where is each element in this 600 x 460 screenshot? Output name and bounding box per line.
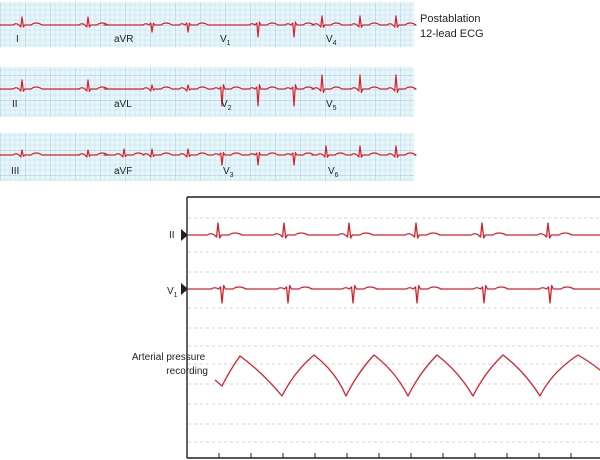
lead-label-avr: aVR [114, 34, 134, 45]
ecg-grid-row-2 [0, 67, 414, 117]
lead-label-ii: II [12, 99, 18, 110]
monitor-recording [132, 197, 600, 458]
ecg-strip-row-2 [0, 67, 416, 117]
lead-label-avl: aVL [114, 99, 132, 110]
time-ticks [219, 453, 571, 458]
lead-label-v2: $V_2$ [221, 99, 232, 112]
lead-label-iii: III [11, 166, 20, 177]
monitor-trace-v1 [188, 286, 600, 304]
lead-label-v5: $V_5$ [326, 99, 337, 112]
dashed-gridlines [188, 218, 600, 442]
twelve-lead-ecg [0, 2, 484, 181]
figure-title: Postablation 12-lead ECG [420, 13, 484, 40]
lead-label-v6: $V_6$ [328, 166, 339, 179]
lead-label-avf: aVF [114, 166, 133, 177]
lead-label-v4: $V_4$ [326, 34, 337, 47]
arterial-pressure-trace [215, 355, 600, 396]
ecg-strip-row-3 [0, 133, 416, 181]
monitor-lead-label-ii: II [169, 230, 175, 241]
ecg-grid-row-3 [0, 133, 414, 181]
arterial-pressure-label: Arterial pressure recording [131, 352, 208, 377]
monitor-frame [187, 197, 600, 458]
monitor-lead-label-v1: $V_1$ [167, 286, 178, 299]
lead-label-v3: $V_3$ [223, 166, 234, 179]
lead-label-v1: $V_1$ [220, 34, 231, 47]
monitor-trace-ii [188, 223, 600, 238]
lead-label-i: I [16, 34, 19, 45]
ecg-strip-row-1 [0, 2, 416, 47]
